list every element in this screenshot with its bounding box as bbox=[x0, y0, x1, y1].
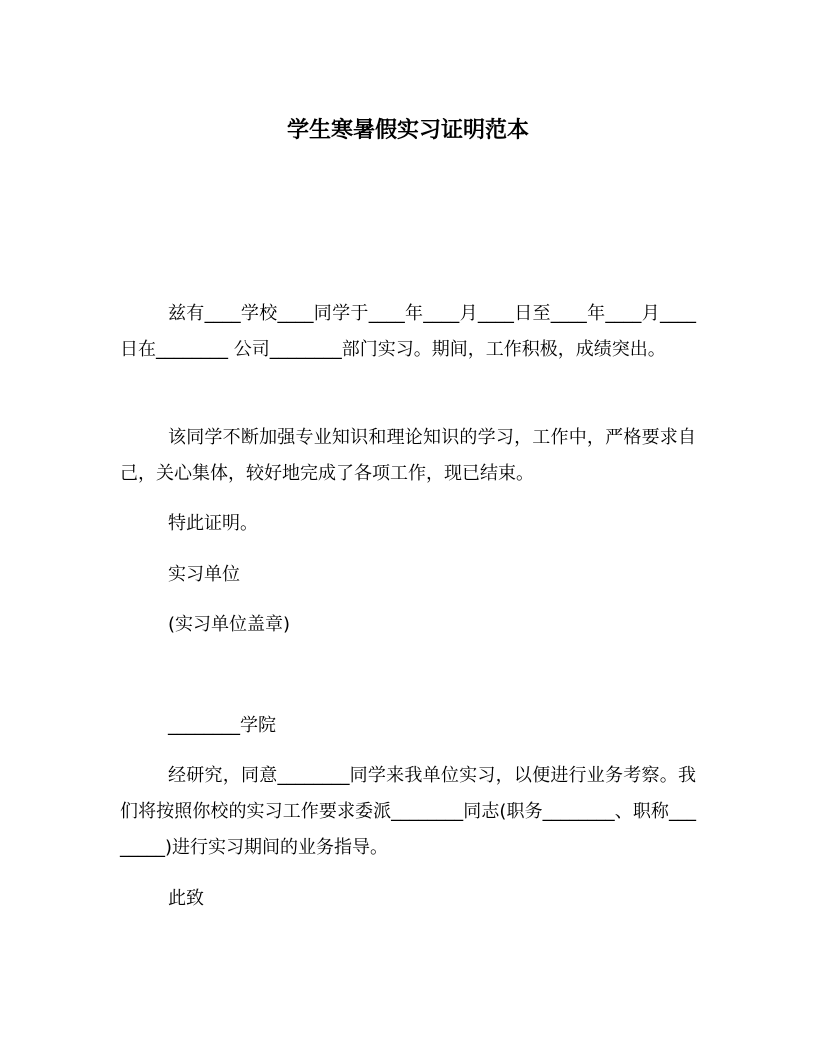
college-addressee: ________学院 bbox=[168, 715, 276, 736]
document-title: 学生寒暑假实习证明范本 bbox=[286, 118, 529, 143]
certification-paragraph: 兹有____学校____同学于____年____月____日至____年____月____日在________ 公司________部门实习。期间，工作积极，成绩突出。 bbox=[120, 303, 696, 360]
closing-line: 特此证明。 bbox=[168, 513, 258, 534]
letter-body-paragraph: 经研究，同意________同学来我单位实习，以便进行业务考察。我们将按照你校的实习工作要求委派________同志(职务________、职称________)进行实习期间的业务指导。 bbox=[120, 765, 696, 858]
unit-seal-label: (实习单位盖章) bbox=[168, 614, 291, 635]
salutation-line: 此致 bbox=[168, 888, 204, 909]
internship-unit-label: 实习单位 bbox=[168, 564, 240, 585]
performance-paragraph: 该同学不断加强专业知识和理论知识的学习，工作中，严格要求自己，关心集体，较好地完成了各项工作，现已结束。 bbox=[120, 427, 696, 484]
